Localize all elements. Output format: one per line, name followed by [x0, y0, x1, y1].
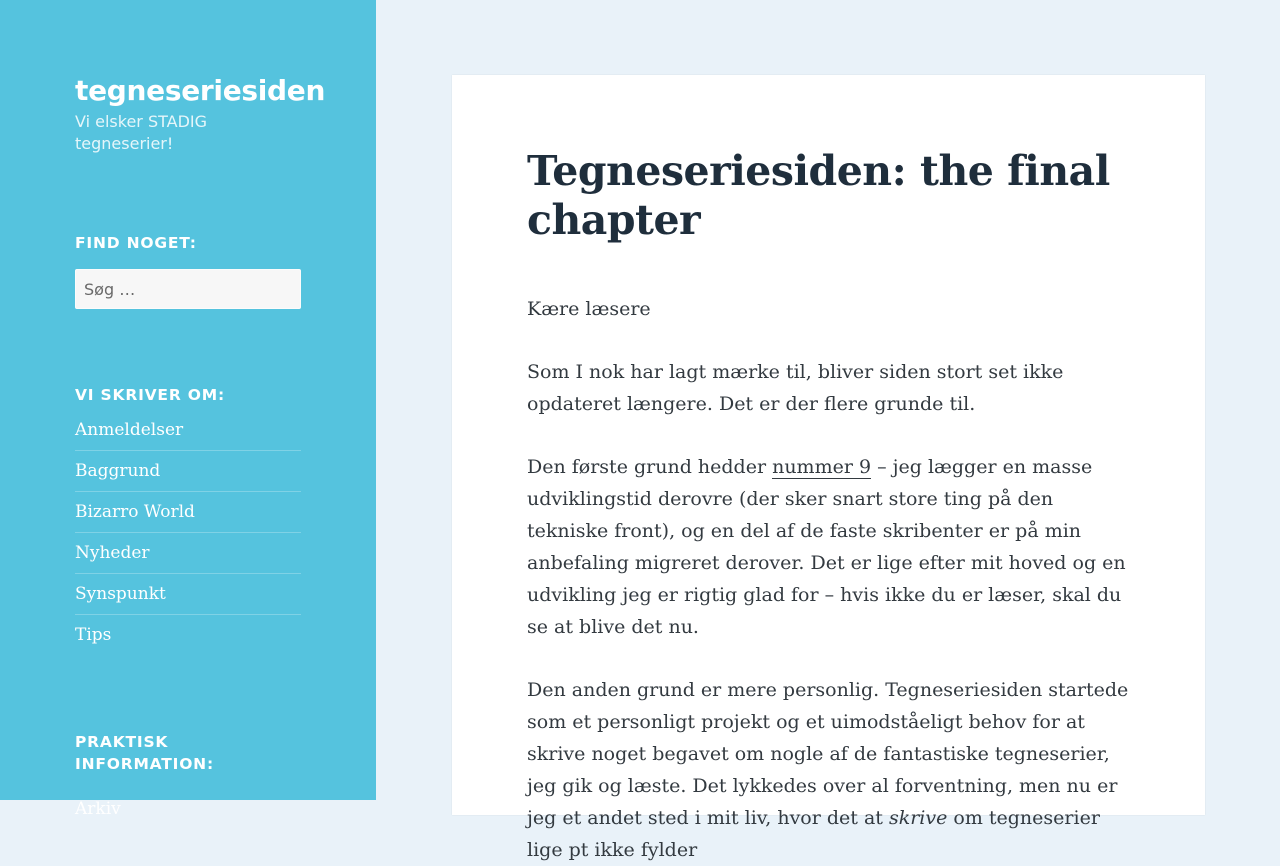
paragraph-text: om tegneserier lige pt ikke fylder — [527, 807, 1100, 861]
list-item — [75, 491, 301, 532]
sidebar — [0, 0, 376, 819]
paragraph-text: Den anden grund er mere personlig. Tegneseriesiden startede som et personligt projekt og et uimodståeligt behov for at skrive noget begavet om nogle af de fantastiske tegneserier, jeg gik og læste. Det lykkedes over al forventning, men nu er jeg et andet sted i mit liv, hvor det at — [527, 679, 1129, 829]
nummer-9-link[interactable]: nummer 9 — [772, 456, 872, 478]
post-paragraph — [527, 451, 1130, 643]
search-box — [75, 269, 301, 309]
search-input[interactable] — [84, 280, 300, 299]
post-title: Tegneseriesiden: the final chapter — [527, 147, 1110, 244]
paragraph-text: – jeg lægger en masse udviklingstid derovre (der sker snart store ting på den tekniske front), og en del af de faste skribenter er på min anbefaling migreret derover. Det er lige efter mit hoved og en udvikling jeg er rigtig glad for – hvis ikke du er læser, skal du se at blive det nu. — [527, 456, 1126, 638]
categories-widget — [75, 384, 301, 655]
category-link-synspunkt[interactable]: Synspunkt — [75, 584, 166, 604]
category-link-bizarro-world[interactable]: Bizarro World — [75, 502, 195, 522]
info-link-arkiv[interactable]: Arkiv — [75, 799, 121, 819]
site-tagline: Vi elsker STADIG tegneserier! — [75, 112, 208, 153]
category-list — [75, 418, 301, 655]
list-item — [75, 573, 301, 614]
info-widget — [75, 731, 301, 819]
category-link-tips[interactable]: Tips — [75, 625, 112, 645]
category-link-anmeldelser[interactable]: Anmeldelser — [75, 420, 184, 440]
list-item — [75, 799, 301, 819]
list-item — [75, 614, 301, 655]
site-title-link[interactable]: tegneseriesiden — [75, 74, 326, 107]
paragraph-text: Den første grund hedder — [527, 456, 773, 478]
post-body — [527, 293, 1130, 866]
search-widget — [75, 232, 301, 309]
post-paragraph — [527, 674, 1130, 866]
list-item — [75, 532, 301, 573]
categories-widget-title: VI SKRIVER OM: — [75, 386, 225, 404]
post-card — [452, 75, 1205, 861]
post-paragraph: Kære læsere — [527, 298, 651, 320]
post-paragraph: Som I nok har lagt mærke til, bliver siden stort set ikke opdateret længere. Det er der flere grunde til. — [527, 361, 1064, 415]
category-link-baggrund[interactable]: Baggrund — [75, 461, 161, 481]
list-item — [75, 418, 301, 450]
info-list — [75, 799, 301, 819]
category-link-nyheder[interactable]: Nyheder — [75, 543, 150, 563]
info-widget-title: PRAKTISK INFORMATION: — [75, 733, 214, 773]
emphasis-text: skrive — [888, 807, 948, 829]
list-item — [75, 450, 301, 491]
search-widget-title: FIND NOGET: — [75, 234, 197, 252]
